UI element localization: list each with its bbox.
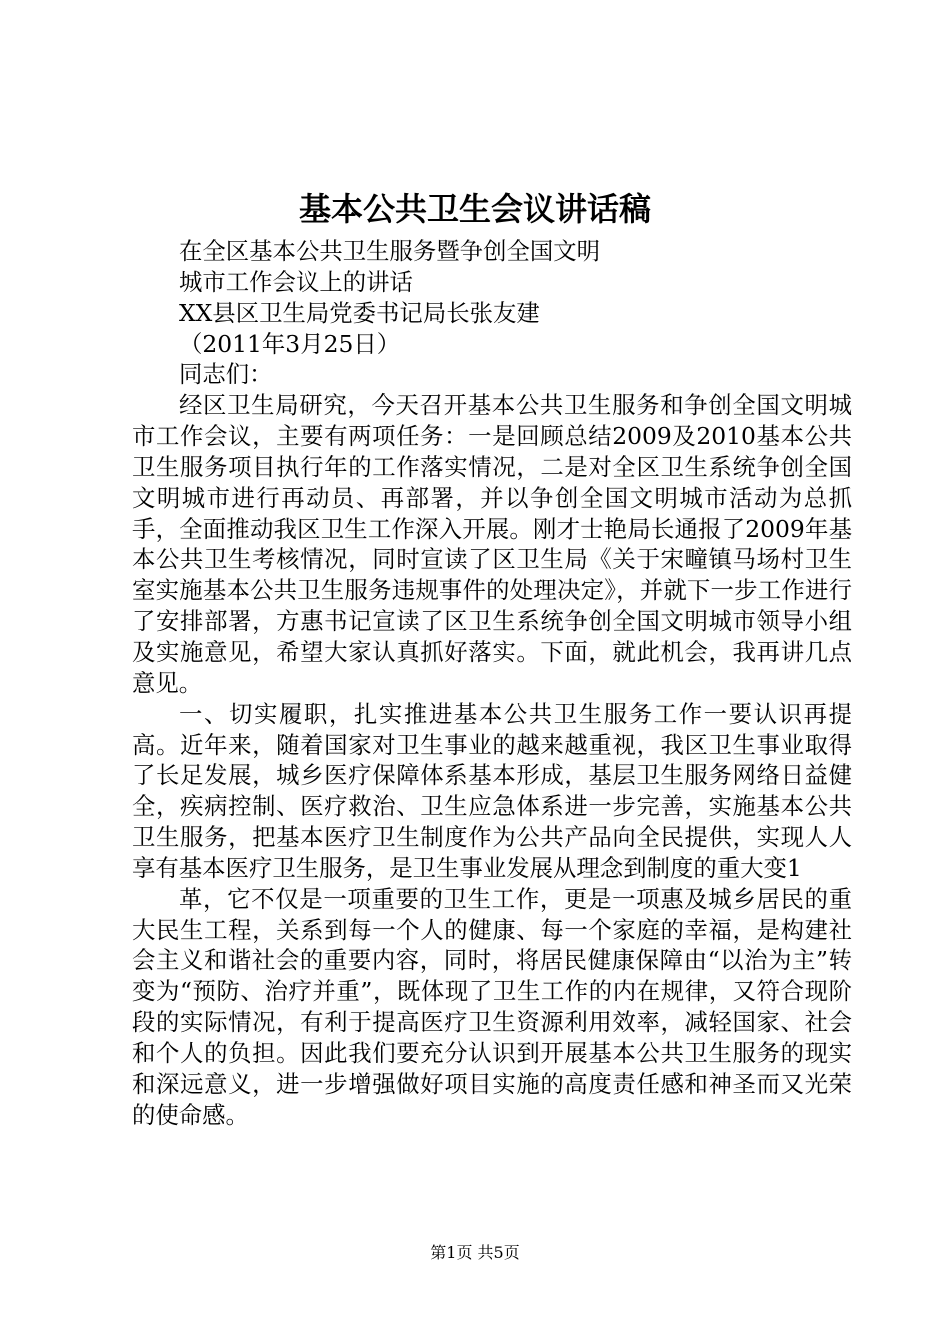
subtitle-line-1: 在全区基本公共卫生服务暨争创全国文明	[179, 237, 601, 265]
body-paragraph: 革，它不仅是一项重要的卫生工作，更是一项惠及城乡居民的重大民生工程，关系到每一个人的健康、每一个家庭的幸福，是构建社会主义和谐社会的重要内容，同时，将居民健康保障由“以治为主”转变为“预防、治疗并重”，既体现了卫生工作的内在规律，又符合现阶段的实际情况，有利于提高医疗卫生资源利用效率，减轻国家、社会和个人的负担。因此我们要充分认识到开展基本公共卫生服务的现实和深远意义，进一步增强做好项目实施的高度责任感和神圣而又光荣的使命感。	[132, 884, 852, 1129]
date-line: （2011年3月25日）	[179, 329, 401, 358]
document-body	[132, 236, 852, 1130]
document-title: 基本公共卫生会议讲话稿	[298, 190, 651, 228]
speaker-line: XX县区卫生局党委书记局长张友建	[179, 298, 540, 327]
subtitle-line-2: 城市工作会议上的讲话	[179, 267, 413, 296]
salutation: 同志们：	[179, 360, 273, 389]
page-footer: 第1页 共5页	[430, 1243, 520, 1262]
body-paragraph: 经区卫生局研究，今天召开基本公共卫生服务和争创全国文明城市工作会议，主要有两项任务：一是回顾总结2009及2010基本公共卫生服务项目执行年的工作落实情况，二是对全区卫生系统争创全国文明城市进行再动员、再部署，并以争创全国文明城市活动为总抓手，全面推动我区卫生工作深入开展。刚才士艳局长通报了2009年基本公共卫生考核情况，同时宣读了区卫生局《关于宋疃镇马场村卫生室实施基本公共卫生服务违规事件的处理决定》，并就下一步工作进行了安排部署，方惠书记宣读了区卫生系统争创全国文明城市领导小组及实施意见，希望大家认真抓好落实。下面，就此机会，我再讲几点意见。	[132, 391, 852, 697]
body-paragraph: 一、切实履职，扎实推进基本公共卫生服务工作一要认识再提高。近年来，随着国家对卫生事业的越来越重视，我区卫生事业取得了长足发展，城乡医疗保障体系基本形成，基层卫生服务网络日益健全，疾病控制、医疗救治、卫生应急体系进一步完善，实施基本公共卫生服务，把基本医疗卫生制度作为公共产品向全民提供，实现人人享有基本医疗卫生服务，是卫生事业发展从理念到制度的重大变1	[132, 699, 852, 882]
